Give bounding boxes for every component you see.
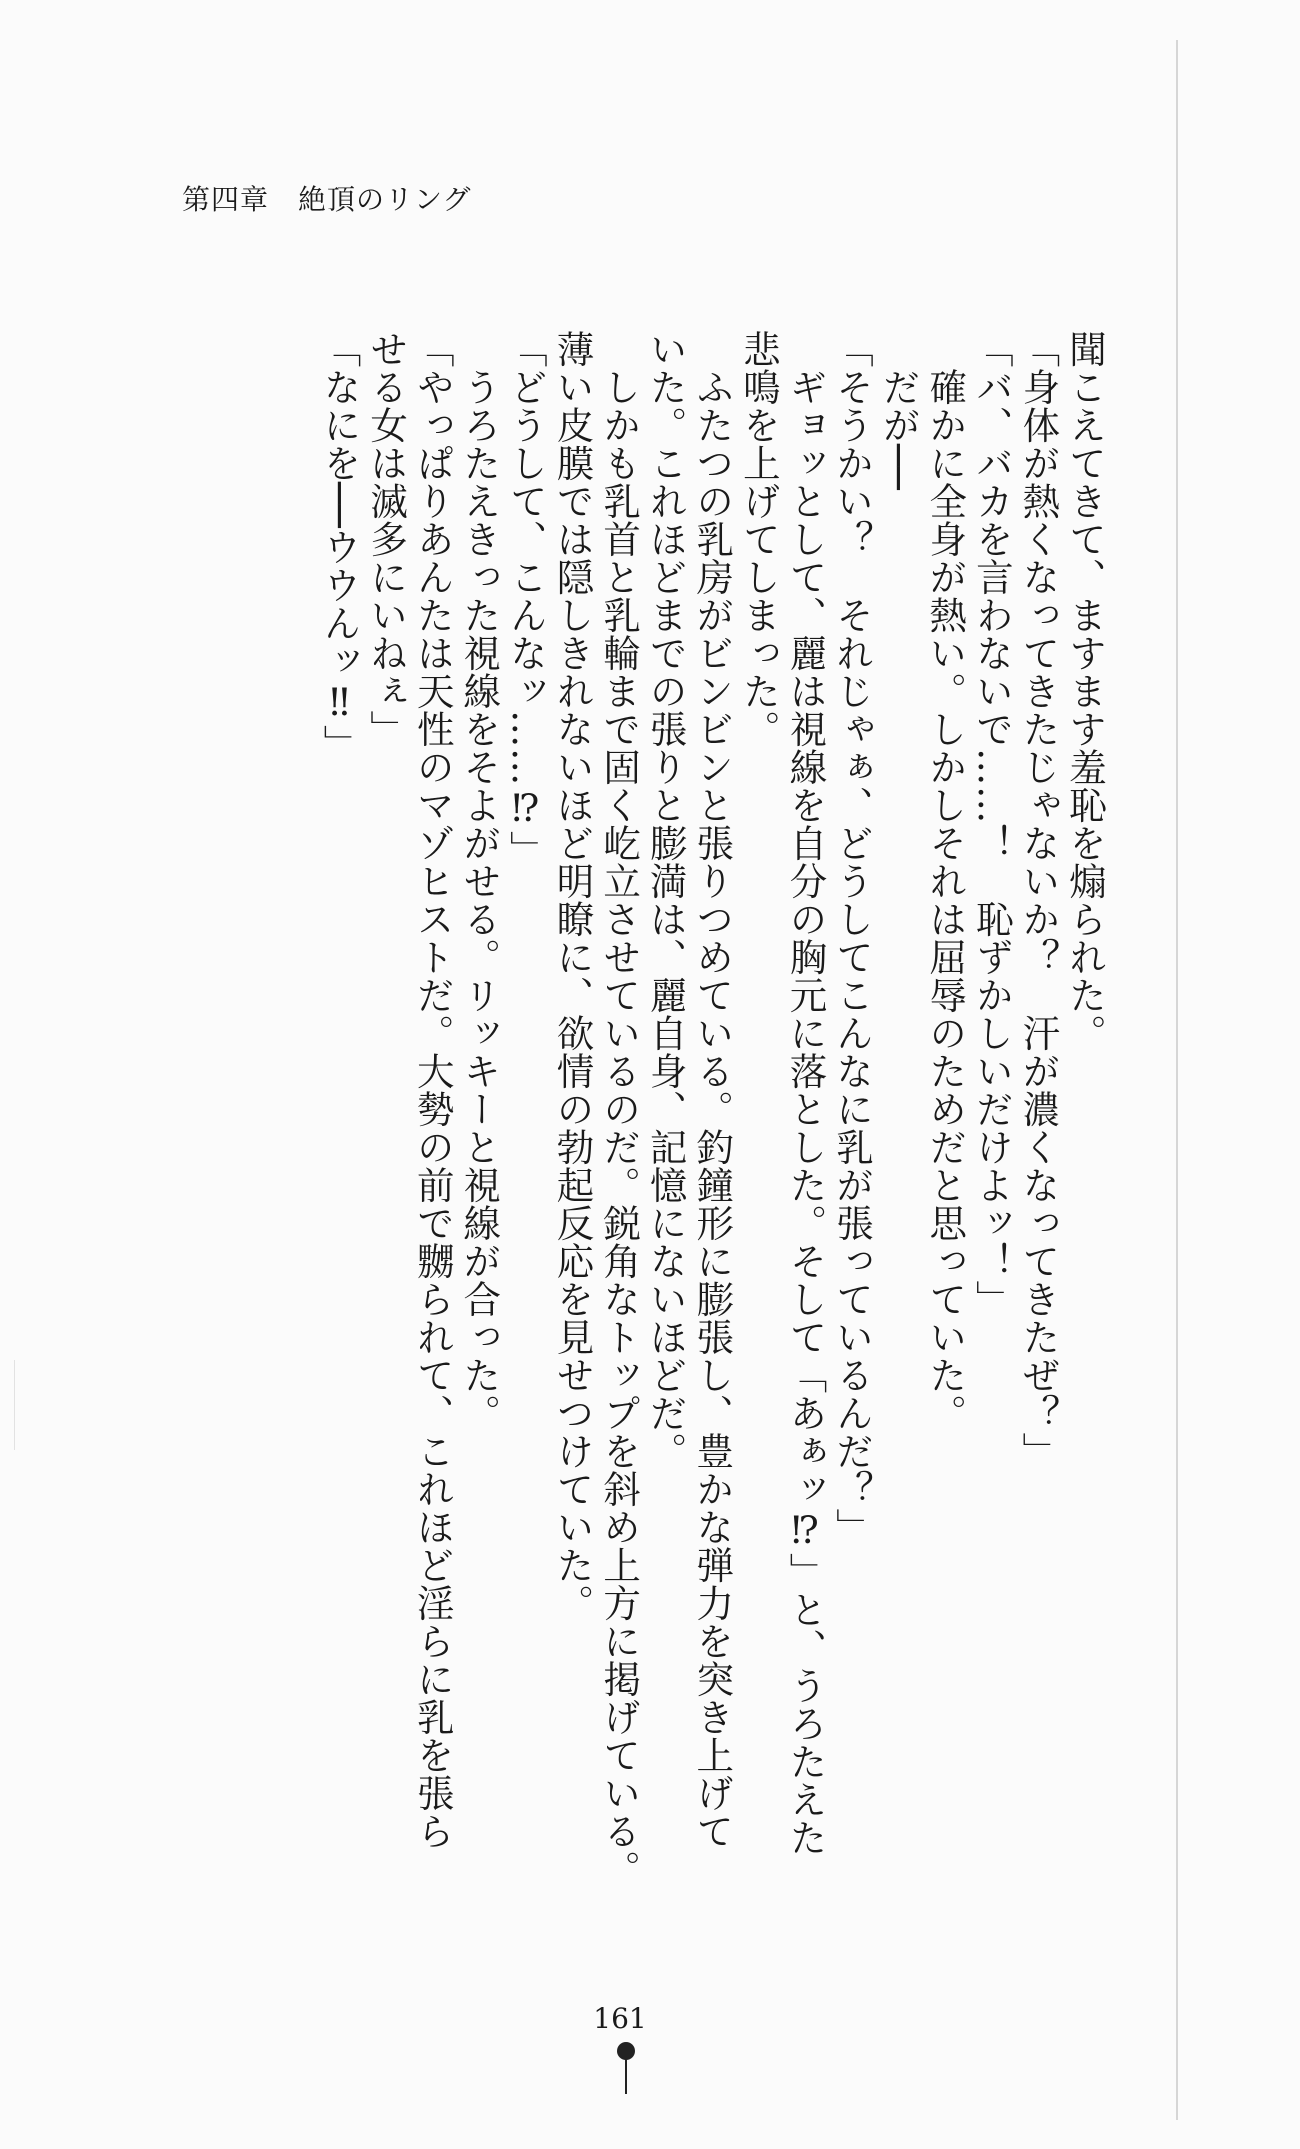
- text-line: 「どうして、こんなッ……⁉」: [503, 330, 548, 869]
- text-line: だが──: [876, 330, 921, 491]
- text-line: 「身体が熱くなってきたじゃないか？ 汗が濃くなってきたぜ？」: [1016, 330, 1061, 1470]
- text-line: 「バ、バカを言わないで……！ 恥ずかしいだけよッ！」: [969, 330, 1014, 1318]
- text-line: いた。これほどまでの張りと膨満は、麗自身、記憶にないほどだ。: [643, 330, 688, 1470]
- text-line: 「やっぱりあんたは天性のマゾヒストだ。大勢の前で嬲られて、これほど淫らに乳を張ら: [410, 330, 455, 1850]
- page-number: 161: [593, 2002, 647, 2035]
- page-edge-shadow: [1176, 40, 1178, 2120]
- text-line: 悲鳴を上げてしまった。: [736, 330, 781, 748]
- text-line: 聞こえてきて、ますます羞恥を煽られた。: [1063, 330, 1107, 1052]
- text-line: 薄い皮膜では隠しきれないほど明瞭に、欲情の勃起反応を見せつけていた。: [550, 330, 595, 1622]
- text-line: 「なにを──ウウんッ‼」: [317, 330, 362, 763]
- page-marker-stem: [625, 2058, 627, 2094]
- text-line: うろたえきった視線をそよがせる。リッキーと視線が合った。: [457, 330, 502, 1432]
- text-line: ギョッとして、麗は視線を自分の胸元に落とした。そして「あぁッ⁉」と、うろたえた: [783, 330, 828, 1857]
- text-line: 「そうかい？ それじゃぁ、どうしてこんなに乳が張っているんだ？」: [830, 330, 875, 1546]
- vertical-body-text: [168, 330, 1108, 2010]
- chapter-header: 第四章 絶頂のリング: [182, 183, 472, 216]
- text-line: しかも乳首と乳輪まで固く屹立させているのだ。鋭角なトップを斜め上方に掲げている。: [597, 330, 642, 1888]
- text-line: せる女は滅多にいねぇ」: [364, 330, 409, 748]
- text-line: ふたつの乳房がビンビンと張りつめている。釣鐘形に膨張し、豊かな弾力を突き上げて: [690, 330, 735, 1850]
- text-line: 確かに全身が熱い。しかしそれは屈辱のためだと思っていた。: [923, 330, 968, 1432]
- scan-artifact-mark: [14, 1360, 15, 1450]
